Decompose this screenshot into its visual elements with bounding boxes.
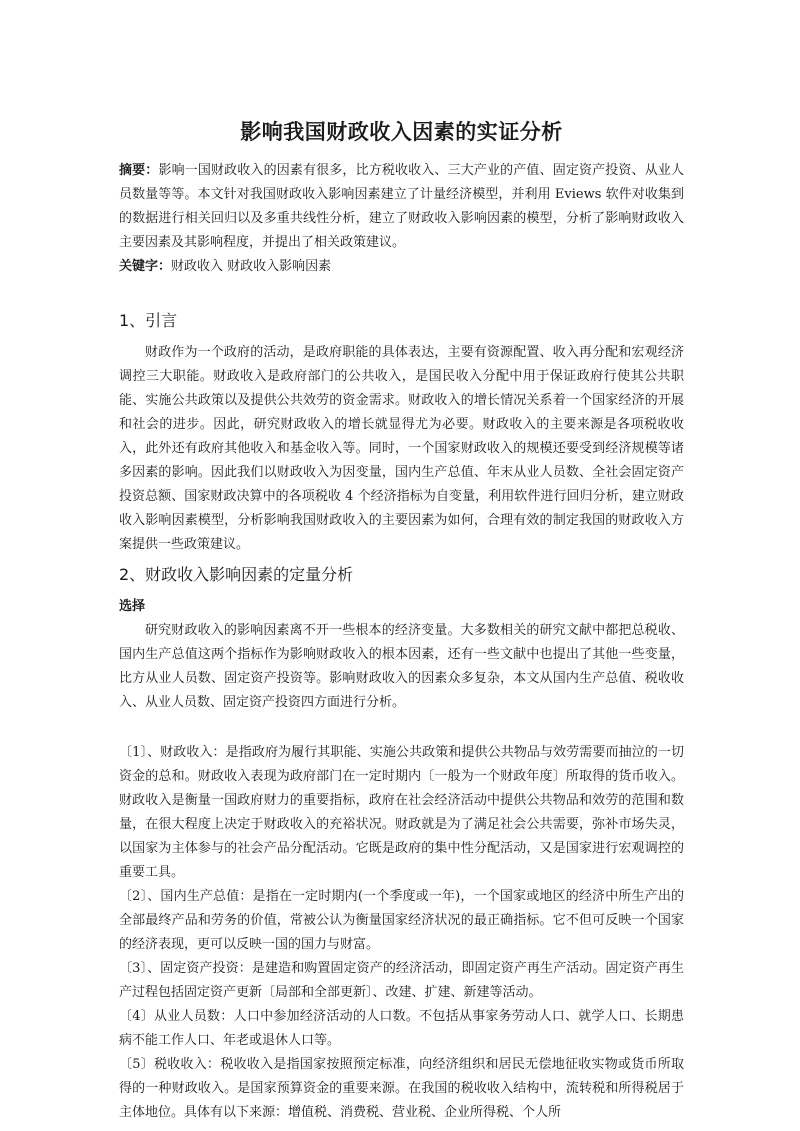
list-item: 〔1〕、财政收入：是指政府为履行其职能、实施公共政策和提供公共物品与效劳需要而抽泣的一切资金的总和。财政收入表现为政府部门在一定时期内〔一般为一个财政年度〕所取得的货币收入。财政收入是衡量一国政府财力的重要指标，政府在社会经济活动中提供公共物品和效劳的范围和数量，在很大程度上决定于财政收入的充裕状况。财政就是为了满足社会公共需要，弥补市场失灵，以国家为主体参与的社会产品分配活动。它既是政府的集中性分配活动，又是国家进行宏观调控的重要工具。	[119, 745, 684, 880]
keywords	[119, 255, 684, 279]
list-item: 〔2〕、国内生产总值：是指在一定时期内(一个季度或一年)，一个国家或地区的经济中所生产出的全部最终产品和劳务的价值，常被公认为衡量国家经济状况的最正确指标。它不但可反映一个国家的经济表现，更可以反映一国的国力与财富。	[119, 889, 684, 952]
list-item: 〔5〕税收收入：税收收入是指国家按照预定标准，向经济组织和居民无偿地征收实物或货币所取得的一种财政收入。是国家预算资金的重要来源。在我国的税收收入结构中，流转税和所得税居于主体地位。具体有以下来源：增值税、消费税、营业税、企业所得税、个人所	[119, 1057, 684, 1120]
list-item: 〔4〕从业人员数：人口中参加经济活动的人口数。不包括从事家务劳动人口、就学人口、长期患病不能工作人口、年老或退休人口等。	[119, 1009, 684, 1048]
abstract	[119, 159, 684, 255]
document-page	[119, 112, 684, 1125]
section-1-heading: 1、引言	[119, 311, 178, 330]
paragraph-gap	[119, 715, 684, 741]
list-item: 〔3〕、固定资产投资：是建造和购置固定资产的经济活动，即固定资产再生产活动。固定资产再生产过程包括固定资产更新〔局部和全部更新〕、改建、扩建、新建等活动。	[119, 961, 684, 1000]
abstract-label: 摘要：	[119, 163, 159, 178]
keywords-text: 财政收入 财政收入影响因素	[171, 259, 332, 274]
document-title: 影响我国财政收入因素的实证分析	[240, 120, 563, 144]
section-2-paragraph: 研究财政收入的影响因素离不开一些根本的经济变量。大多数相关的研究文献中都把总税收、国内生产总值这两个指标作为影响财政收入的根本因素，还有一些文献中也提出了其他一些变量，比方从业人员数、固定资产投资等。影响财政收入的因素众多复杂，本文从国内生产总值、税收收入、从业人员数、固定资产投资四方面进行分析。	[119, 623, 684, 710]
abstract-text: 影响一国财政收入的因素有很多，比方税收收入、三大产业的产值、固定资产投资、从业人员数量等等。本文针对我国财政收入影响因素建立了计量经济模型，并利用 Eviews 软件对收集到的数据进行相关回归以及多重共线性分析，建立了财政收入影响因素的模型，分析了影响财政收入主要因素及其影响程度，并提出了相关政策建议。	[119, 163, 684, 250]
section-2-heading: 2、财政收入影响因素的定量分析	[119, 565, 354, 584]
keywords-label: 关键字：	[119, 259, 172, 274]
section-1-paragraph: 财政作为一个政府的活动，是政府职能的具体表达，主要有资源配置、收入再分配和宏观经济调控三大职能。财政收入是政府部门的公共收入，是国民收入分配中用于保证政府行使其公共职能、实施公共政策以及提供公共效劳的资金需求。财政收入的增长情况关系着一个国家经济的开展和社会的进步。因此，研究财政收入的增长就显得尤为必要。财政收入的主要来源是各项税收收入，此外还有政府其他收入和基金收入等。同时，一个国家财政收入的规模还要受到经济规模等诸多因素的影响。因此我们以财政收入为因变量，国内生产总值、年末从业人员数、全社会固定资产投资总额、国家财政决算中的各项税收 4 个经济指标为自变量，利用软件进行回归分析，建立财政收入影响因素模型，分析影响我国财政收入的主要因素为如何，合理有效的制定我国的财政收入方案提供一些政策建议。	[119, 345, 684, 552]
section-2-subheading: 选择	[119, 599, 146, 614]
